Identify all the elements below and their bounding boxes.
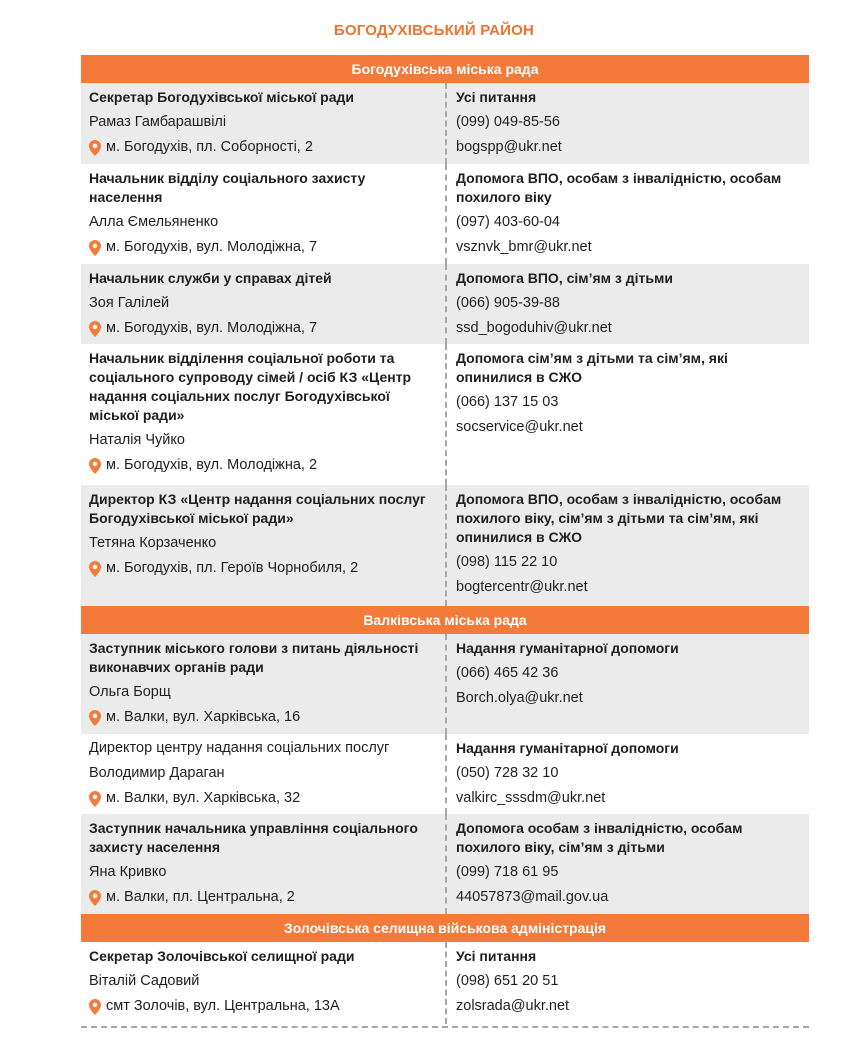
location-pin-icon: [89, 999, 101, 1015]
email[interactable]: 44057873@mail.gov.ua: [456, 889, 609, 905]
table-row: [81, 264, 809, 344]
topic: Надання гуманітарної допомоги: [456, 640, 679, 656]
address: [89, 786, 437, 811]
contact-cell: [81, 942, 445, 1024]
phone[interactable]: (066) 465 42 36: [456, 665, 559, 681]
phone[interactable]: (099) 718 61 95: [456, 864, 559, 880]
email[interactable]: socservice@ukr.net: [456, 419, 583, 435]
location-pin-icon: [89, 890, 101, 906]
person-name: Наталія Чуйко: [89, 432, 185, 448]
person-name: Віталій Садовий: [89, 973, 200, 989]
location-pin-icon: [89, 561, 101, 577]
location-pin-icon: [89, 140, 101, 156]
location-pin-icon: [89, 791, 101, 807]
person-name: Зоя Галілей: [89, 295, 170, 311]
table-row: [81, 634, 809, 734]
section-header: Валківська міська рада: [81, 606, 809, 634]
position-title: Заступник начальника управління соціального захисту населення: [89, 820, 418, 855]
topic: Надання гуманітарної допомоги: [456, 740, 679, 756]
topic: Допомога ВПО, особам з інвалідністю, особам похилого віку: [456, 170, 782, 205]
topic-cell: [445, 344, 809, 485]
location-pin-icon: [89, 710, 101, 726]
topic-cell: [445, 485, 809, 606]
location-pin-icon: [89, 458, 101, 474]
column-divider: [445, 942, 447, 1024]
address: [89, 316, 437, 341]
email[interactable]: ssd_bogoduhiv@ukr.net: [456, 320, 612, 336]
column-divider: [445, 734, 447, 814]
position-title: Начальник служби у справах дітей: [89, 270, 332, 286]
topic-cell: [445, 164, 809, 264]
address-text: м. Богодухів, вул. Молодіжна, 2: [106, 457, 318, 473]
location-pin-icon: [89, 321, 101, 337]
person-name: Яна Кривко: [89, 864, 167, 880]
topic-cell: [445, 264, 809, 344]
email[interactable]: bogspp@ukr.net: [456, 139, 562, 155]
position-title: Директор КЗ «Центр надання соціальних послуг Богодухівської міської ради»: [89, 491, 426, 526]
topic-cell: [445, 942, 809, 1024]
column-divider: [445, 164, 447, 264]
topic-cell: [445, 634, 809, 734]
address-text: м. Валки, вул. Харківська, 16: [106, 709, 301, 725]
email[interactable]: zolsrada@ukr.net: [456, 998, 570, 1014]
contact-cell: [81, 164, 445, 264]
table-row: [81, 734, 809, 814]
phone[interactable]: (066) 905-39-88: [456, 295, 560, 311]
column-divider: [445, 83, 447, 164]
table-row: [81, 83, 809, 164]
email[interactable]: valkirc_sssdm@ukr.net: [456, 790, 606, 806]
position-title: Начальник відділення соціальної роботи та соціального супроводу сімей / осіб КЗ «Центр надання соціальних послуг Богодухівської міської ради»: [89, 350, 412, 423]
address: [89, 705, 437, 730]
address: [89, 885, 437, 910]
contact-cell: [81, 485, 445, 606]
address-text: м. Валки, вул. Харківська, 32: [106, 790, 301, 806]
person-name: Ольга Борщ: [89, 684, 171, 700]
table-row: [81, 942, 809, 1024]
address-text: м. Богодухів, пл. Соборності, 2: [106, 139, 313, 155]
person-name: Тетяна Корзаченко: [89, 535, 217, 551]
address: [89, 135, 437, 160]
topic-cell: [445, 83, 809, 164]
address: [89, 556, 437, 581]
email[interactable]: Borch.olya@ukr.net: [456, 690, 583, 706]
address: [89, 453, 437, 478]
phone[interactable]: (098) 115 22 10: [456, 554, 558, 570]
section-header: Золочівська селищна військова адміністрація: [81, 914, 809, 942]
topic: Допомога сім’ям з дітьми та сім’ям, які опинилися в СЖО: [456, 350, 728, 385]
email[interactable]: vsznvk_bmr@ukr.net: [456, 239, 592, 255]
phone[interactable]: (066) 137 15 03: [456, 394, 559, 410]
column-divider: [445, 814, 447, 914]
phone[interactable]: (050) 728 32 10: [456, 765, 559, 781]
column-divider: [445, 485, 447, 606]
bottom-divider: [81, 1026, 809, 1028]
position-title: Директор центру надання соціальних послуг: [89, 740, 390, 756]
contact-cell: [81, 344, 445, 485]
topic-cell: [445, 734, 809, 814]
column-divider: [445, 634, 447, 734]
address-text: смт Золочів, вул. Центральна, 13А: [106, 998, 340, 1014]
contacts-table: [81, 55, 809, 1024]
person-name: Алла Ємельяненко: [89, 214, 219, 230]
address-text: м. Богодухів, вул. Молодіжна, 7: [106, 320, 318, 336]
topic: Допомога ВПО, сім’ям з дітьми: [456, 270, 673, 286]
topic: Допомога особам з інвалідністю, особам похилого віку, сім’ям з дітьми: [456, 820, 743, 855]
position-title: Начальник відділу соціального захисту населення: [89, 170, 366, 205]
section-header: Богодухівська міська рада: [81, 55, 809, 83]
column-divider: [445, 264, 447, 344]
address-text: м. Валки, пл. Центральна, 2: [106, 889, 295, 905]
contact-cell: [81, 83, 445, 164]
address: [89, 994, 437, 1019]
topic: Усі питання: [456, 89, 537, 105]
topic: Усі питання: [456, 948, 537, 964]
contact-cell: [81, 734, 445, 814]
email[interactable]: bogtercentr@ukr.net: [456, 579, 588, 595]
contact-cell: [81, 814, 445, 914]
position-title: Секретар Золочівської селищної ради: [89, 948, 355, 964]
person-name: Володимир Дараган: [89, 765, 225, 781]
table-row: [81, 814, 809, 914]
position-title: Секретар Богодухівської міської ради: [89, 89, 354, 105]
contact-cell: [81, 634, 445, 734]
person-name: Рамаз Гамбарашвілі: [89, 114, 227, 130]
phone[interactable]: (097) 403-60-04: [456, 214, 560, 230]
address-text: м. Богодухів, вул. Молодіжна, 7: [106, 239, 318, 255]
position-title: Заступник міського голови з питань діяльності виконавчих органів ради: [89, 640, 419, 675]
phone[interactable]: (099) 049-85-56: [456, 114, 560, 130]
address-text: м. Богодухів, пл. Героїв Чорнобиля, 2: [106, 560, 359, 576]
contact-cell: [81, 264, 445, 344]
column-divider: [445, 344, 447, 485]
table-row: [81, 485, 809, 606]
topic-cell: [445, 814, 809, 914]
topic: Допомога ВПО, особам з інвалідністю, особам похилого віку, сім’ям з дітьми та сім’ям, які опинилися в СЖО: [456, 491, 782, 545]
table-row: [81, 164, 809, 264]
district-title: БОГОДУХІВСЬКИЙ РАЙОН: [333, 22, 535, 39]
table-row: [81, 344, 809, 485]
address: [89, 235, 437, 260]
location-pin-icon: [89, 240, 101, 256]
phone[interactable]: (098) 651 20 51: [456, 973, 559, 989]
